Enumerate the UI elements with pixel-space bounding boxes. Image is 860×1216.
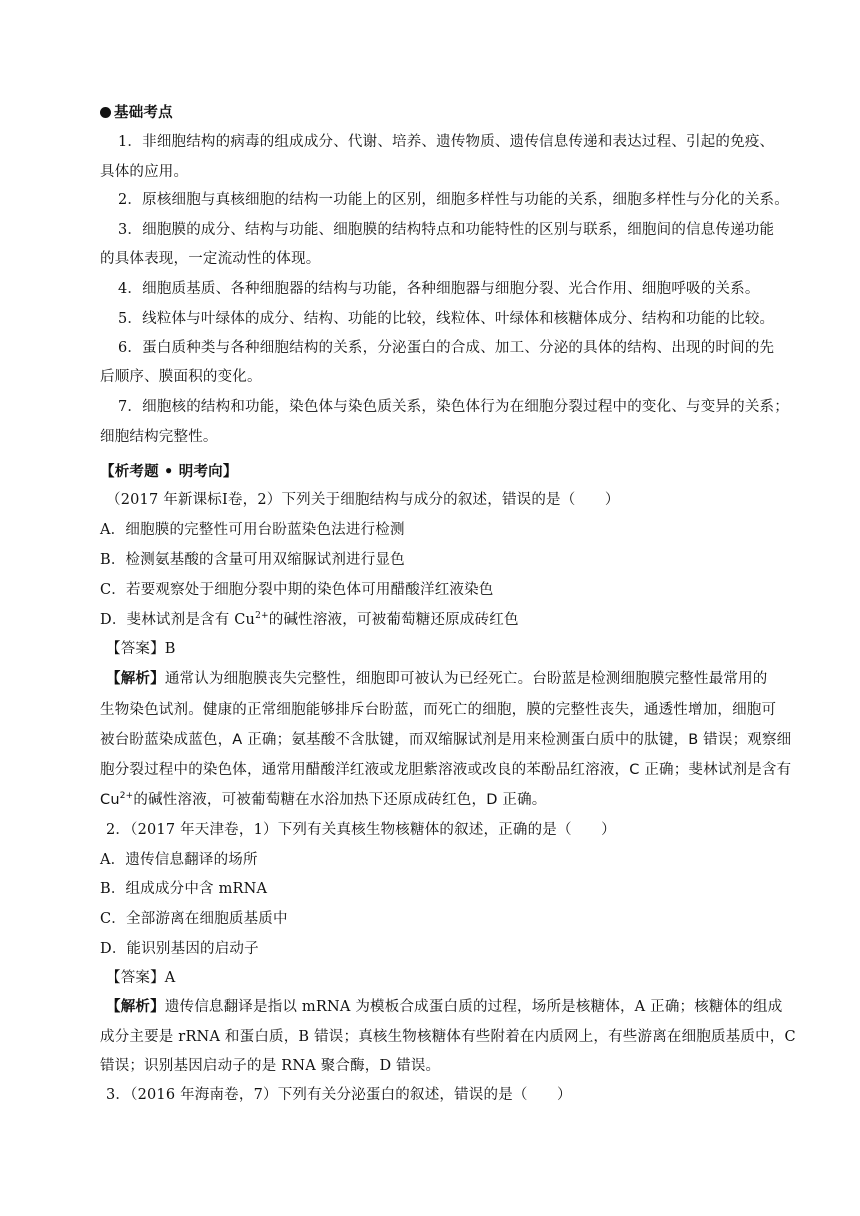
question-1-analysis-line-1: 【解析】通常认为细胞膜丧失完整性，细胞即可被认为已经死亡。台盼蓝是检测细胞膜完整性最常用的 [106,670,768,687]
question-2-answer: 【答案】A [106,970,176,986]
question-1-analysis-line-4: 胞分裂过程中的染色体，通常用醋酸洋红液或龙胆紫溶液或改良的苯酚品红溶液，C 正确；斐林试剂是含有 [100,762,792,778]
section-heading-xikaoti: 【析考题 • 明考向】 [100,463,238,480]
question-1-option-b: B．检测氨基酸的含量可用双缩脲试剂进行显色 [100,552,405,568]
question-2-option-a: A．遗传信息翻译的场所 [100,852,258,868]
bullet-icon [100,107,111,118]
jichu-item-1-line-2: 具体的应用。 [100,164,189,180]
jichu-item-7-line-2: 细胞结构完整性。 [100,429,218,445]
jichu-item-7-line-1: 7．细胞核的结构和功能，染色体与染色质关系，染色体行为在细胞分裂过程中的变化、与变异的关系； [118,399,789,415]
question-2-option-d: D．能识别基因的启动子 [100,941,259,957]
question-2-analysis-line-3: 错误；识别基因启动子的是 RNA 聚合酶，D 错误。 [100,1058,441,1074]
question-1-analysis-line-3: 被台盼蓝染成蓝色，A 正确；氨基酸不含肽键，而双缩脲试剂是用来检测蛋白质中的肽键，B 错误；观察细 [100,732,792,748]
question-2-analysis-line-2: 成分主要是 rRNA 和蛋白质，B 错误；真核生物核糖体有些附着在内质网上，有些游离在细胞质基质中，C [100,1029,796,1045]
jichu-item-3-line-2: 的具体表现，一定流动性的体现。 [100,251,321,267]
question-2-analysis-line-1: 【解析】遗传信息翻译是指以 mRNA 为模板合成蛋白质的过程，场所是核糖体，A 正确；核糖体的组成 [106,998,783,1015]
jichu-item-1-line-1: 1．非细胞结构的病毒的组成成分、代谢、培养、遗传物质、遗传信息传递和表达过程、引起的免疫、 [118,134,775,150]
question-1-option-a: A．细胞膜的完整性可用台盼蓝染色法进行检测 [100,522,405,538]
jichu-item-6-line-2: 后顺序、膜面积的变化。 [100,369,262,385]
jichu-item-5: 5．线粒体与叶绿体的成分、结构、功能的比较，线粒体、叶绿体和核糖体成分、结构和功能的比较。 [118,311,775,327]
question-2-option-b: B．组成成分中含 mRNA [100,881,268,897]
question-3-stem: 3．（2016 年海南卷，7）下列有关分泌蛋白的叙述，错误的是（ ） [106,1087,572,1103]
jichu-item-4: 4．细胞质基质、各种细胞器的结构与功能，各种细胞器与细胞分裂、光合作用、细胞呼吸的关系。 [118,281,760,297]
question-1-option-c: C．若要观察处于细胞分裂中期的染色体可用醋酸洋红液染色 [100,582,494,598]
question-1-option-d: D．斐林试剂是含有 $Cu^{2+}$的碱性溶液，可被葡萄糖还原成砖红色 [100,611,519,628]
section-heading-jichu: 基础考点 [100,103,790,123]
question-2-stem: 2．（2017 年天津卷，1）下列有关真核生物核糖体的叙述，正确的是（ ） [106,822,616,838]
question-1-answer: 【答案】B [106,641,176,657]
question-1-stem: （2017 年新课标Ⅰ卷，2）下列关于细胞结构与成分的叙述，错误的是（ ） [106,492,620,508]
jichu-item-3-line-1: 3．细胞膜的成分、结构与功能、细胞膜的结构特点和功能特性的区别与联系，细胞间的信息传递功能 [118,222,775,238]
question-2-option-c: C．全部游离在细胞质基质中 [100,911,288,927]
question-1-analysis-line-2: 生物染色试剂。健康的正常细胞能够排斥台盼蓝，而死亡的细胞，膜的完整性丧失，通透性增加，细胞可 [100,702,777,718]
jichu-item-6-line-1: 6．蛋白质种类与各种细胞结构的关系，分泌蛋白的合成、加工、分泌的具体的结构、出现的时间的先 [118,340,775,356]
question-1-analysis-line-5: $Cu^{2+}$的碱性溶液，可被葡萄糖在水浴加热下还原成砖红色，D 正确。 [100,791,547,808]
jichu-item-2: 2．原核细胞与真核细胞的结构一功能上的区别，细胞多样性与功能的关系，细胞多样性与分化的关系。 [118,192,789,208]
